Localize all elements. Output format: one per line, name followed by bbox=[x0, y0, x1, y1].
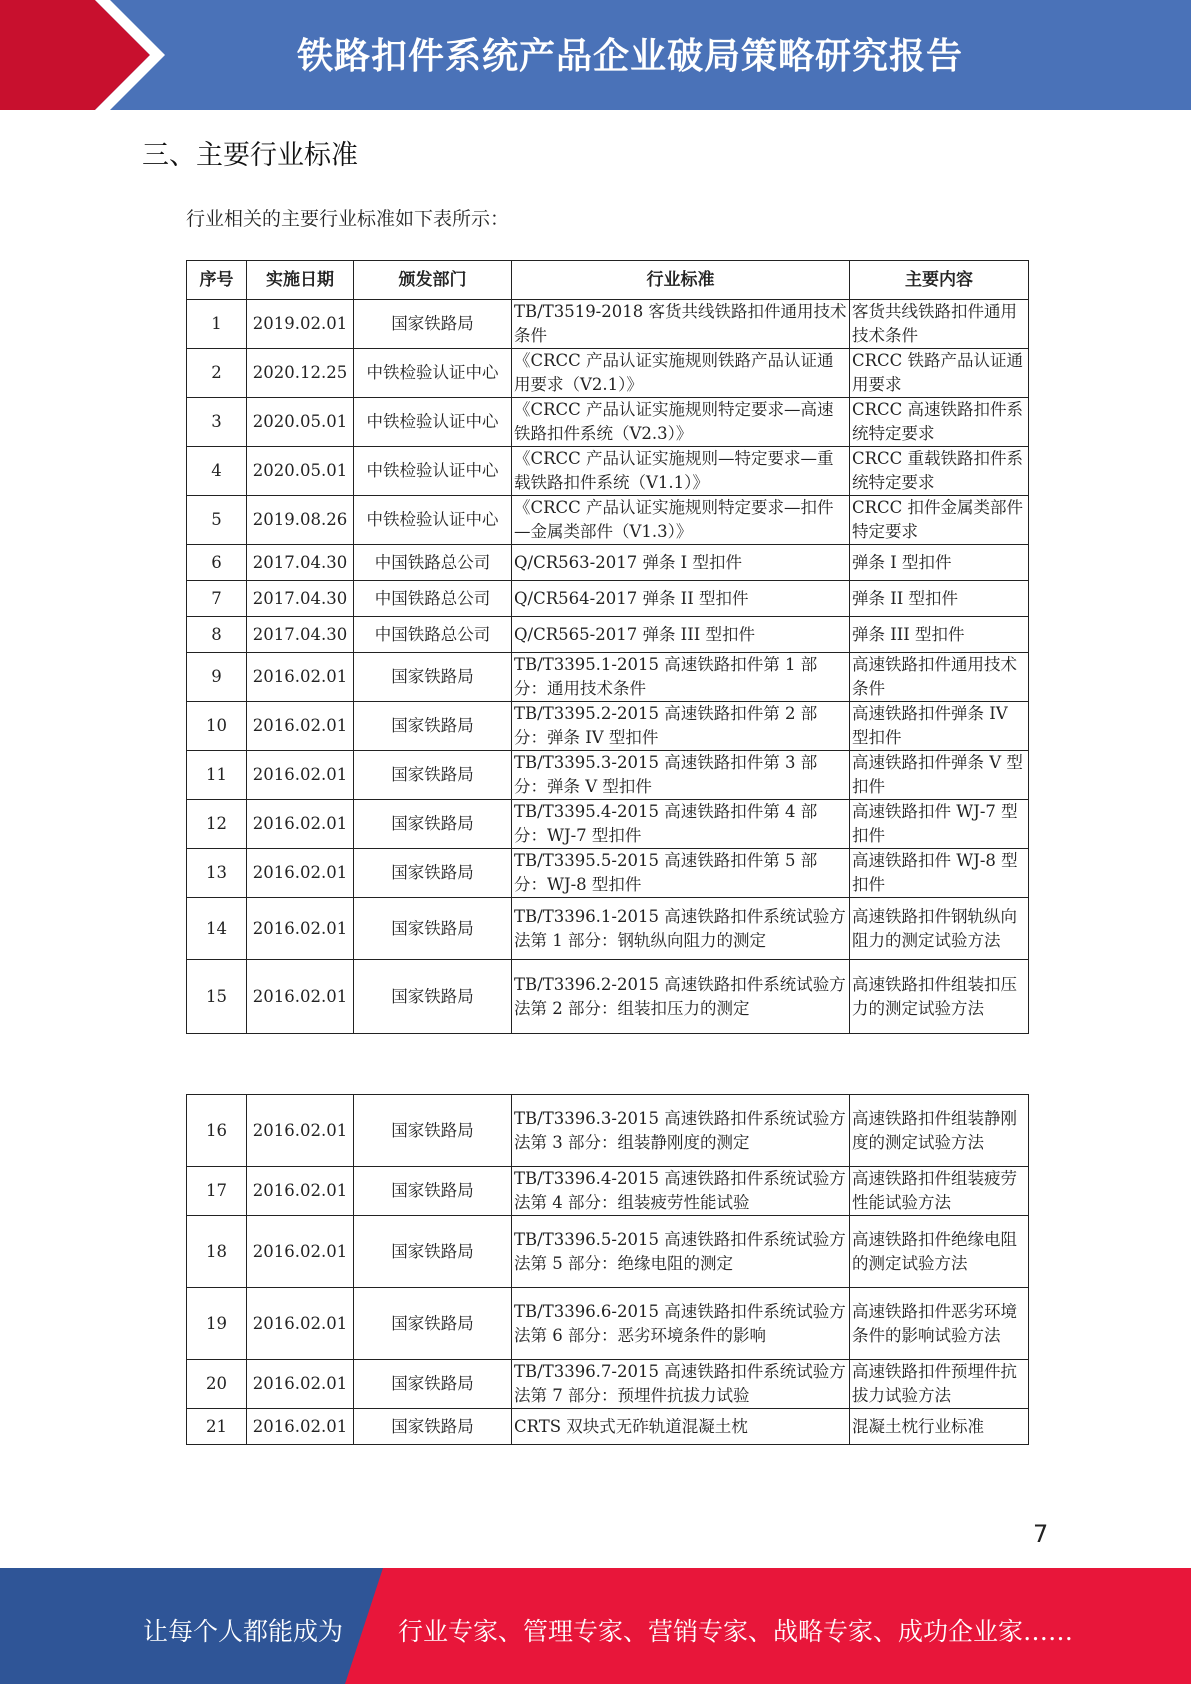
cell-standard: TB/T3395.2-2015 高速铁路扣件第 2 部分：弹条 IV 型扣件 bbox=[512, 702, 850, 751]
cell-date: 2019.08.26 bbox=[247, 496, 354, 545]
footer-slogan-right: 行业专家、管理专家、营销专家、战略专家、成功企业家…… bbox=[398, 1617, 1074, 1646]
cell-standard: TB/T3395.4-2015 高速铁路扣件第 4 部分：WJ-7 型扣件 bbox=[512, 800, 850, 849]
cell-department: 国家铁路局 bbox=[354, 1216, 512, 1288]
cell-date: 2016.02.01 bbox=[247, 1216, 354, 1288]
report-title: 铁路扣件系统产品企业破局策略研究报告 bbox=[296, 36, 963, 77]
cell-department: 国家铁路局 bbox=[354, 300, 512, 349]
cell-standard: TB/T3396.6-2015 高速铁路扣件系统试验方法第 6 部分：恶劣环境条件的影响 bbox=[512, 1288, 850, 1360]
cell-index: 19 bbox=[187, 1288, 247, 1360]
cell-content: CRCC 扣件金属类部件特定要求 bbox=[850, 496, 1029, 545]
cell-department: 中铁检验认证中心 bbox=[354, 349, 512, 398]
cell-standard: 《CRCC 产品认证实施规则—特定要求—重载铁路扣件系统（V1.1）》 bbox=[512, 447, 850, 496]
cell-content: 弹条 III 型扣件 bbox=[850, 617, 1029, 653]
cell-standard: Q/CR565-2017 弹条 III 型扣件 bbox=[512, 617, 850, 653]
cell-content: 高速铁路扣件通用技术条件 bbox=[850, 653, 1029, 702]
cell-department: 国家铁路局 bbox=[354, 1095, 512, 1167]
cell-standard: TB/T3396.1-2015 高速铁路扣件系统试验方法第 1 部分：钢轨纵向阻力的测定 bbox=[512, 898, 850, 960]
col-header-department: 颁发部门 bbox=[354, 261, 512, 300]
standards-table-part2 bbox=[186, 1094, 1029, 1445]
table-row bbox=[187, 1409, 1029, 1445]
cell-content: 高速铁路扣件 WJ-7 型扣件 bbox=[850, 800, 1029, 849]
cell-date: 2017.04.30 bbox=[247, 581, 354, 617]
cell-date: 2020.05.01 bbox=[247, 398, 354, 447]
cell-index: 21 bbox=[187, 1409, 247, 1445]
cell-department: 国家铁路局 bbox=[354, 1360, 512, 1409]
cell-standard: TB/T3396.5-2015 高速铁路扣件系统试验方法第 5 部分：绝缘电阻的测定 bbox=[512, 1216, 850, 1288]
cell-content: CRCC 铁路产品认证通用要求 bbox=[850, 349, 1029, 398]
cell-department: 国家铁路局 bbox=[354, 1409, 512, 1445]
cell-content: 高速铁路扣件组装疲劳性能试验方法 bbox=[850, 1167, 1029, 1216]
cell-date: 2017.04.30 bbox=[247, 617, 354, 653]
page-footer bbox=[0, 1568, 1191, 1684]
table-row bbox=[187, 800, 1029, 849]
table-row bbox=[187, 849, 1029, 898]
col-header-standard: 行业标准 bbox=[512, 261, 850, 300]
cell-date: 2016.02.01 bbox=[247, 898, 354, 960]
col-header-date: 实施日期 bbox=[247, 261, 354, 300]
cell-department: 中铁检验认证中心 bbox=[354, 447, 512, 496]
cell-date: 2016.02.01 bbox=[247, 702, 354, 751]
cell-content: 高速铁路扣件绝缘电阻的测定试验方法 bbox=[850, 1216, 1029, 1288]
table-row bbox=[187, 349, 1029, 398]
cell-date: 2020.12.25 bbox=[247, 349, 354, 398]
table-row bbox=[187, 398, 1029, 447]
cell-index: 15 bbox=[187, 960, 247, 1034]
cell-department: 国家铁路局 bbox=[354, 751, 512, 800]
table-row bbox=[187, 1167, 1029, 1216]
table-row bbox=[187, 617, 1029, 653]
cell-content: 高速铁路扣件组装静刚度的测定试验方法 bbox=[850, 1095, 1029, 1167]
cell-index: 3 bbox=[187, 398, 247, 447]
cell-content: CRCC 重载铁路扣件系统特定要求 bbox=[850, 447, 1029, 496]
cell-department: 中铁检验认证中心 bbox=[354, 398, 512, 447]
table-row bbox=[187, 898, 1029, 960]
cell-standard: TB/T3519-2018 客货共线铁路扣件通用技术条件 bbox=[512, 300, 850, 349]
cell-department: 国家铁路局 bbox=[354, 1167, 512, 1216]
col-header-index: 序号 bbox=[187, 261, 247, 300]
cell-content: 高速铁路扣件恶劣环境条件的影响试验方法 bbox=[850, 1288, 1029, 1360]
cell-content: 高速铁路扣件钢轨纵向阻力的测定试验方法 bbox=[850, 898, 1029, 960]
cell-content: 弹条 I 型扣件 bbox=[850, 545, 1029, 581]
table-row bbox=[187, 1288, 1029, 1360]
cell-standard: TB/T3396.3-2015 高速铁路扣件系统试验方法第 3 部分：组装静刚度的测定 bbox=[512, 1095, 850, 1167]
cell-content: CRCC 高速铁路扣件系统特定要求 bbox=[850, 398, 1029, 447]
cell-date: 2016.02.01 bbox=[247, 751, 354, 800]
table-row bbox=[187, 581, 1029, 617]
page-header bbox=[0, 0, 1191, 110]
cell-department: 中国铁路总公司 bbox=[354, 545, 512, 581]
cell-department: 国家铁路局 bbox=[354, 898, 512, 960]
cell-index: 10 bbox=[187, 702, 247, 751]
cell-standard: TB/T3396.7-2015 高速铁路扣件系统试验方法第 7 部分：预埋件抗拔力试验 bbox=[512, 1360, 850, 1409]
table-row bbox=[187, 653, 1029, 702]
cell-standard: CRTS 双块式无砟轨道混凝土枕 bbox=[512, 1409, 850, 1445]
table-row bbox=[187, 960, 1029, 1034]
cell-department: 国家铁路局 bbox=[354, 800, 512, 849]
cell-date: 2016.02.01 bbox=[247, 1288, 354, 1360]
cell-index: 7 bbox=[187, 581, 247, 617]
cell-date: 2016.02.01 bbox=[247, 800, 354, 849]
cell-date: 2016.02.01 bbox=[247, 653, 354, 702]
cell-content: 高速铁路扣件预埋件抗拔力试验方法 bbox=[850, 1360, 1029, 1409]
cell-index: 13 bbox=[187, 849, 247, 898]
cell-content: 混凝土枕行业标准 bbox=[850, 1409, 1029, 1445]
cell-standard: 《CRCC 产品认证实施规则特定要求—高速铁路扣件系统（V2.3）》 bbox=[512, 398, 850, 447]
cell-content: 高速铁路扣件组装扣压力的测定试验方法 bbox=[850, 960, 1029, 1034]
cell-date: 2020.05.01 bbox=[247, 447, 354, 496]
cell-standard: TB/T3396.2-2015 高速铁路扣件系统试验方法第 2 部分：组装扣压力的测定 bbox=[512, 960, 850, 1034]
cell-index: 2 bbox=[187, 349, 247, 398]
cell-department: 中国铁路总公司 bbox=[354, 617, 512, 653]
cell-index: 6 bbox=[187, 545, 247, 581]
table-row bbox=[187, 1360, 1029, 1409]
cell-standard: TB/T3395.3-2015 高速铁路扣件第 3 部分：弹条 V 型扣件 bbox=[512, 751, 850, 800]
cell-content: 高速铁路扣件弹条 V 型扣件 bbox=[850, 751, 1029, 800]
cell-content: 弹条 II 型扣件 bbox=[850, 581, 1029, 617]
cell-index: 18 bbox=[187, 1216, 247, 1288]
cell-index: 9 bbox=[187, 653, 247, 702]
table-row bbox=[187, 545, 1029, 581]
cell-content: 高速铁路扣件弹条 IV 型扣件 bbox=[850, 702, 1029, 751]
cell-standard: 《CRCC 产品认证实施规则铁路产品认证通用要求（V2.1）》 bbox=[512, 349, 850, 398]
table-header-row bbox=[187, 261, 1029, 300]
cell-department: 国家铁路局 bbox=[354, 849, 512, 898]
cell-department: 国家铁路局 bbox=[354, 1288, 512, 1360]
cell-date: 2016.02.01 bbox=[247, 1095, 354, 1167]
cell-department: 国家铁路局 bbox=[354, 702, 512, 751]
cell-content: 高速铁路扣件 WJ-8 型扣件 bbox=[850, 849, 1029, 898]
cell-index: 20 bbox=[187, 1360, 247, 1409]
cell-index: 12 bbox=[187, 800, 247, 849]
cell-index: 4 bbox=[187, 447, 247, 496]
table-row bbox=[187, 1216, 1029, 1288]
cell-date: 2016.02.01 bbox=[247, 1409, 354, 1445]
cell-standard: TB/T3395.5-2015 高速铁路扣件第 5 部分：WJ-8 型扣件 bbox=[512, 849, 850, 898]
table-row bbox=[187, 447, 1029, 496]
cell-standard: Q/CR564-2017 弹条 II 型扣件 bbox=[512, 581, 850, 617]
cell-department: 国家铁路局 bbox=[354, 653, 512, 702]
cell-date: 2016.02.01 bbox=[247, 849, 354, 898]
cell-department: 中铁检验认证中心 bbox=[354, 496, 512, 545]
cell-index: 1 bbox=[187, 300, 247, 349]
cell-index: 5 bbox=[187, 496, 247, 545]
page-number: 7 bbox=[1033, 1520, 1049, 1548]
table-row bbox=[187, 300, 1029, 349]
cell-standard: TB/T3395.1-2015 高速铁路扣件第 1 部分：通用技术条件 bbox=[512, 653, 850, 702]
footer-slogan-left: 让每个人都能成为 bbox=[143, 1617, 344, 1646]
cell-index: 16 bbox=[187, 1095, 247, 1167]
cell-date: 2016.02.01 bbox=[247, 1360, 354, 1409]
cell-department: 中国铁路总公司 bbox=[354, 581, 512, 617]
intro-text: 行业相关的主要行业标准如下表所示： bbox=[186, 208, 510, 230]
col-header-content: 主要内容 bbox=[850, 261, 1029, 300]
cell-index: 14 bbox=[187, 898, 247, 960]
cell-standard: TB/T3396.4-2015 高速铁路扣件系统试验方法第 4 部分：组装疲劳性能试验 bbox=[512, 1167, 850, 1216]
cell-date: 2017.04.30 bbox=[247, 545, 354, 581]
cell-index: 8 bbox=[187, 617, 247, 653]
cell-index: 17 bbox=[187, 1167, 247, 1216]
table-row bbox=[187, 751, 1029, 800]
cell-date: 2016.02.01 bbox=[247, 1167, 354, 1216]
cell-standard: 《CRCC 产品认证实施规则特定要求—扣件—金属类部件（V1.3）》 bbox=[512, 496, 850, 545]
table-row bbox=[187, 1095, 1029, 1167]
cell-department: 国家铁路局 bbox=[354, 960, 512, 1034]
cell-date: 2019.02.01 bbox=[247, 300, 354, 349]
table-row bbox=[187, 496, 1029, 545]
standards-table-part1 bbox=[186, 260, 1029, 1034]
cell-content: 客货共线铁路扣件通用技术条件 bbox=[850, 300, 1029, 349]
cell-date: 2016.02.01 bbox=[247, 960, 354, 1034]
cell-standard: Q/CR563-2017 弹条 I 型扣件 bbox=[512, 545, 850, 581]
section-title: 三、主要行业标准 bbox=[142, 140, 358, 171]
table-row bbox=[187, 702, 1029, 751]
cell-index: 11 bbox=[187, 751, 247, 800]
